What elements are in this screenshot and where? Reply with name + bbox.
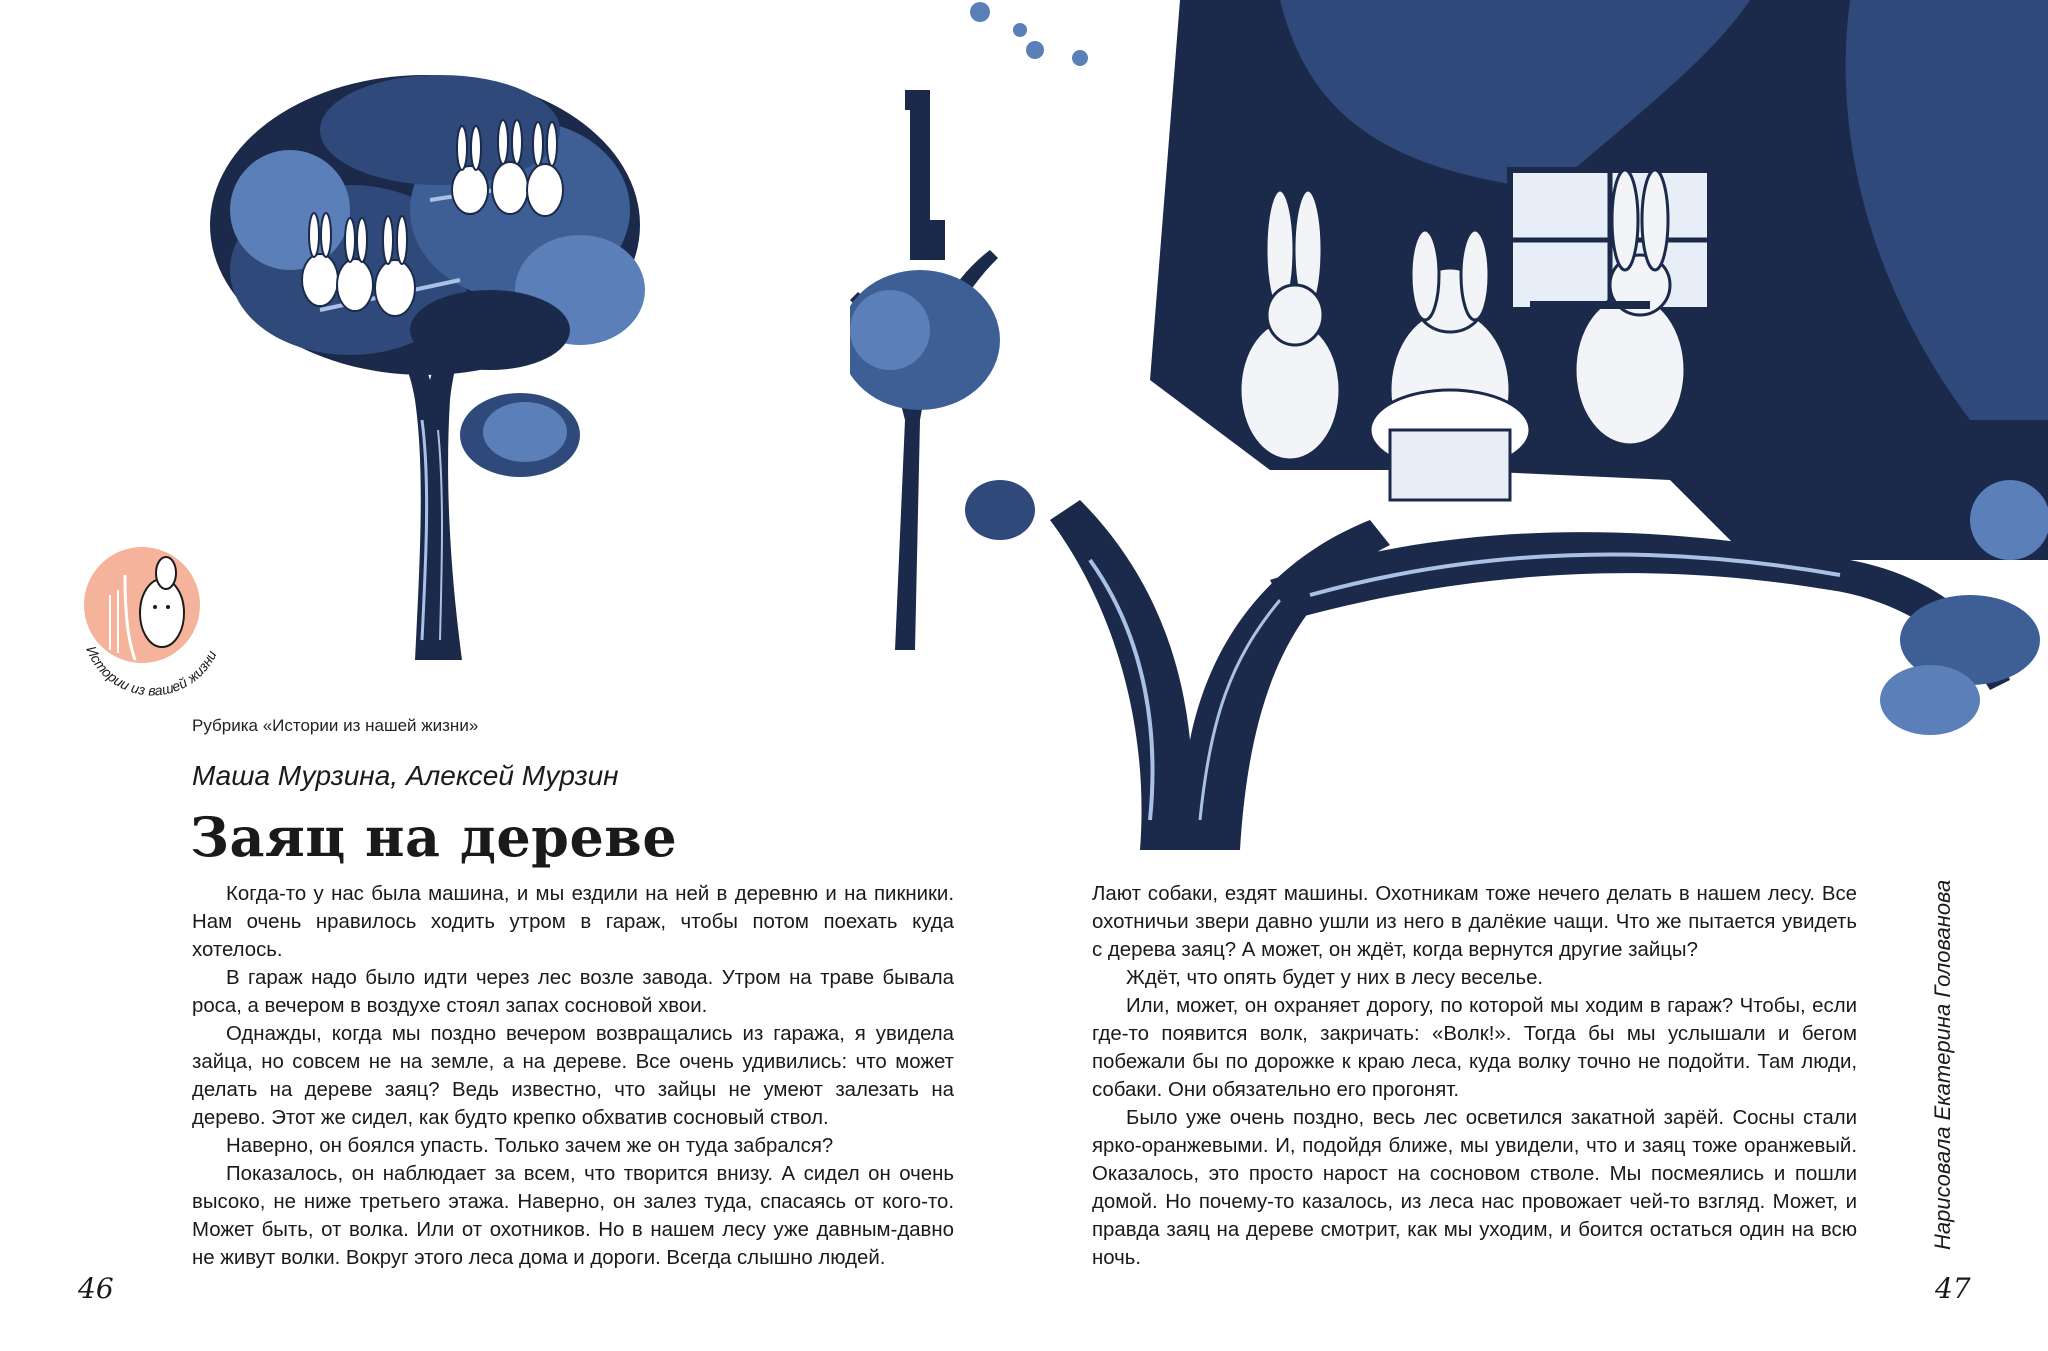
paragraph: Или, может, он охраняет дорогу, по которой мы ходим в гараж? Чтобы, если где-то появится волк, закричать: «Волк!». Тогда бы мы услышали и бегом побежали бы по дорожке к краю леса, куда волку точно не подойти. Там люди, собаки. Они обязательно его прогонят. — [1092, 995, 1857, 1101]
paragraph: Было уже очень поздно, весь лес осветился закатной зарёй. Сосны стали ярко-оранжевыми. И, подойдя ближе, мы увидели, что и заяц тоже оранжевый. Оказалось, это просто нарост на сосновом стволе. Мы посмеялись и пошли домой. Но почему-то казалось, из леса нас провожает чей-то взгляд. Может, и правда заяц на дереве смотрит, как мы уходим, и боится остаться один на всю ночь. — [1092, 1107, 1857, 1269]
authors: Маша Мурзина, Алексей Мурзин — [192, 760, 619, 791]
paragraph: Лают собаки, ездят машины. Охотникам тоже нечего делать в нашем лесу. Все охотничьи звери давно ушли из него в далёкие чащи. Что же пытается увидеть с дерева заяц? А может, он ждёт, когда вернутся другие зайцы? — [1092, 883, 1857, 961]
illustrator-credit: Нарисовала Екатерина Голованова — [1930, 879, 1955, 1250]
tree-with-hares-illustration — [200, 40, 670, 660]
paragraph: Наверно, он боялся упасть. Только зачем же он туда забрался? — [226, 1135, 834, 1157]
big-tree-svg — [850, 0, 2048, 850]
page-number-right: 47 — [1935, 1272, 1971, 1305]
paragraph: Показалось, он наблюдает за всем, что творится внизу. А сидел он очень высоко, не ниже третьего этажа. Наверно, он залез туда, спасаясь от кого-то. Может быть, от волка. Или от охотников. Но в нашем лесу уже давным-давно не живут волки. Вокруг этого леса дома и дороги. Всегда слышно людей. — [192, 1163, 954, 1269]
rubric-logo — [70, 535, 240, 705]
treehouse-hares-illustration — [850, 0, 2048, 850]
rubric-logo-svg — [70, 535, 240, 705]
article-title: Заяц на дереве — [190, 805, 678, 869]
main-trunk — [1050, 500, 1390, 850]
paragraph: Когда-то у нас была машина, и мы ездили на ней в деревню и на пикники. Нам очень нравилось ходить утром в гараж, чтобы потом поехать куда хотелось. — [192, 883, 954, 961]
paragraph: Однажды, когда мы поздно вечером возвращались из гаража, я увидела зайца, но совсем не на земле, а на дереве. Все очень удивились: что может делать на дереве заяц? Ведь известно, что зайцы не умеют залезать на дерево. Этот же сидел, как будто крепко обхватив сосновый ствол. — [192, 1023, 954, 1129]
rubric-line: Рубрика «Истории из нашей жизни» — [192, 716, 479, 735]
smoke — [970, 2, 1088, 66]
page-number-left: 46 — [78, 1272, 114, 1305]
logo-caption: Истории из вашей жизни — [83, 643, 220, 699]
small-tree-svg — [200, 40, 670, 660]
paragraph: В гараж надо было идти через лес возле завода. Утром на траве бывала роса, а вечером в воздухе стоял запах сосновой хвои. — [192, 967, 954, 1017]
paragraph: Ждёт, что опять будет у них в лесу веселье. — [1126, 967, 1544, 989]
left-text-column — [192, 880, 954, 1272]
right-text-column — [1092, 880, 1857, 1272]
